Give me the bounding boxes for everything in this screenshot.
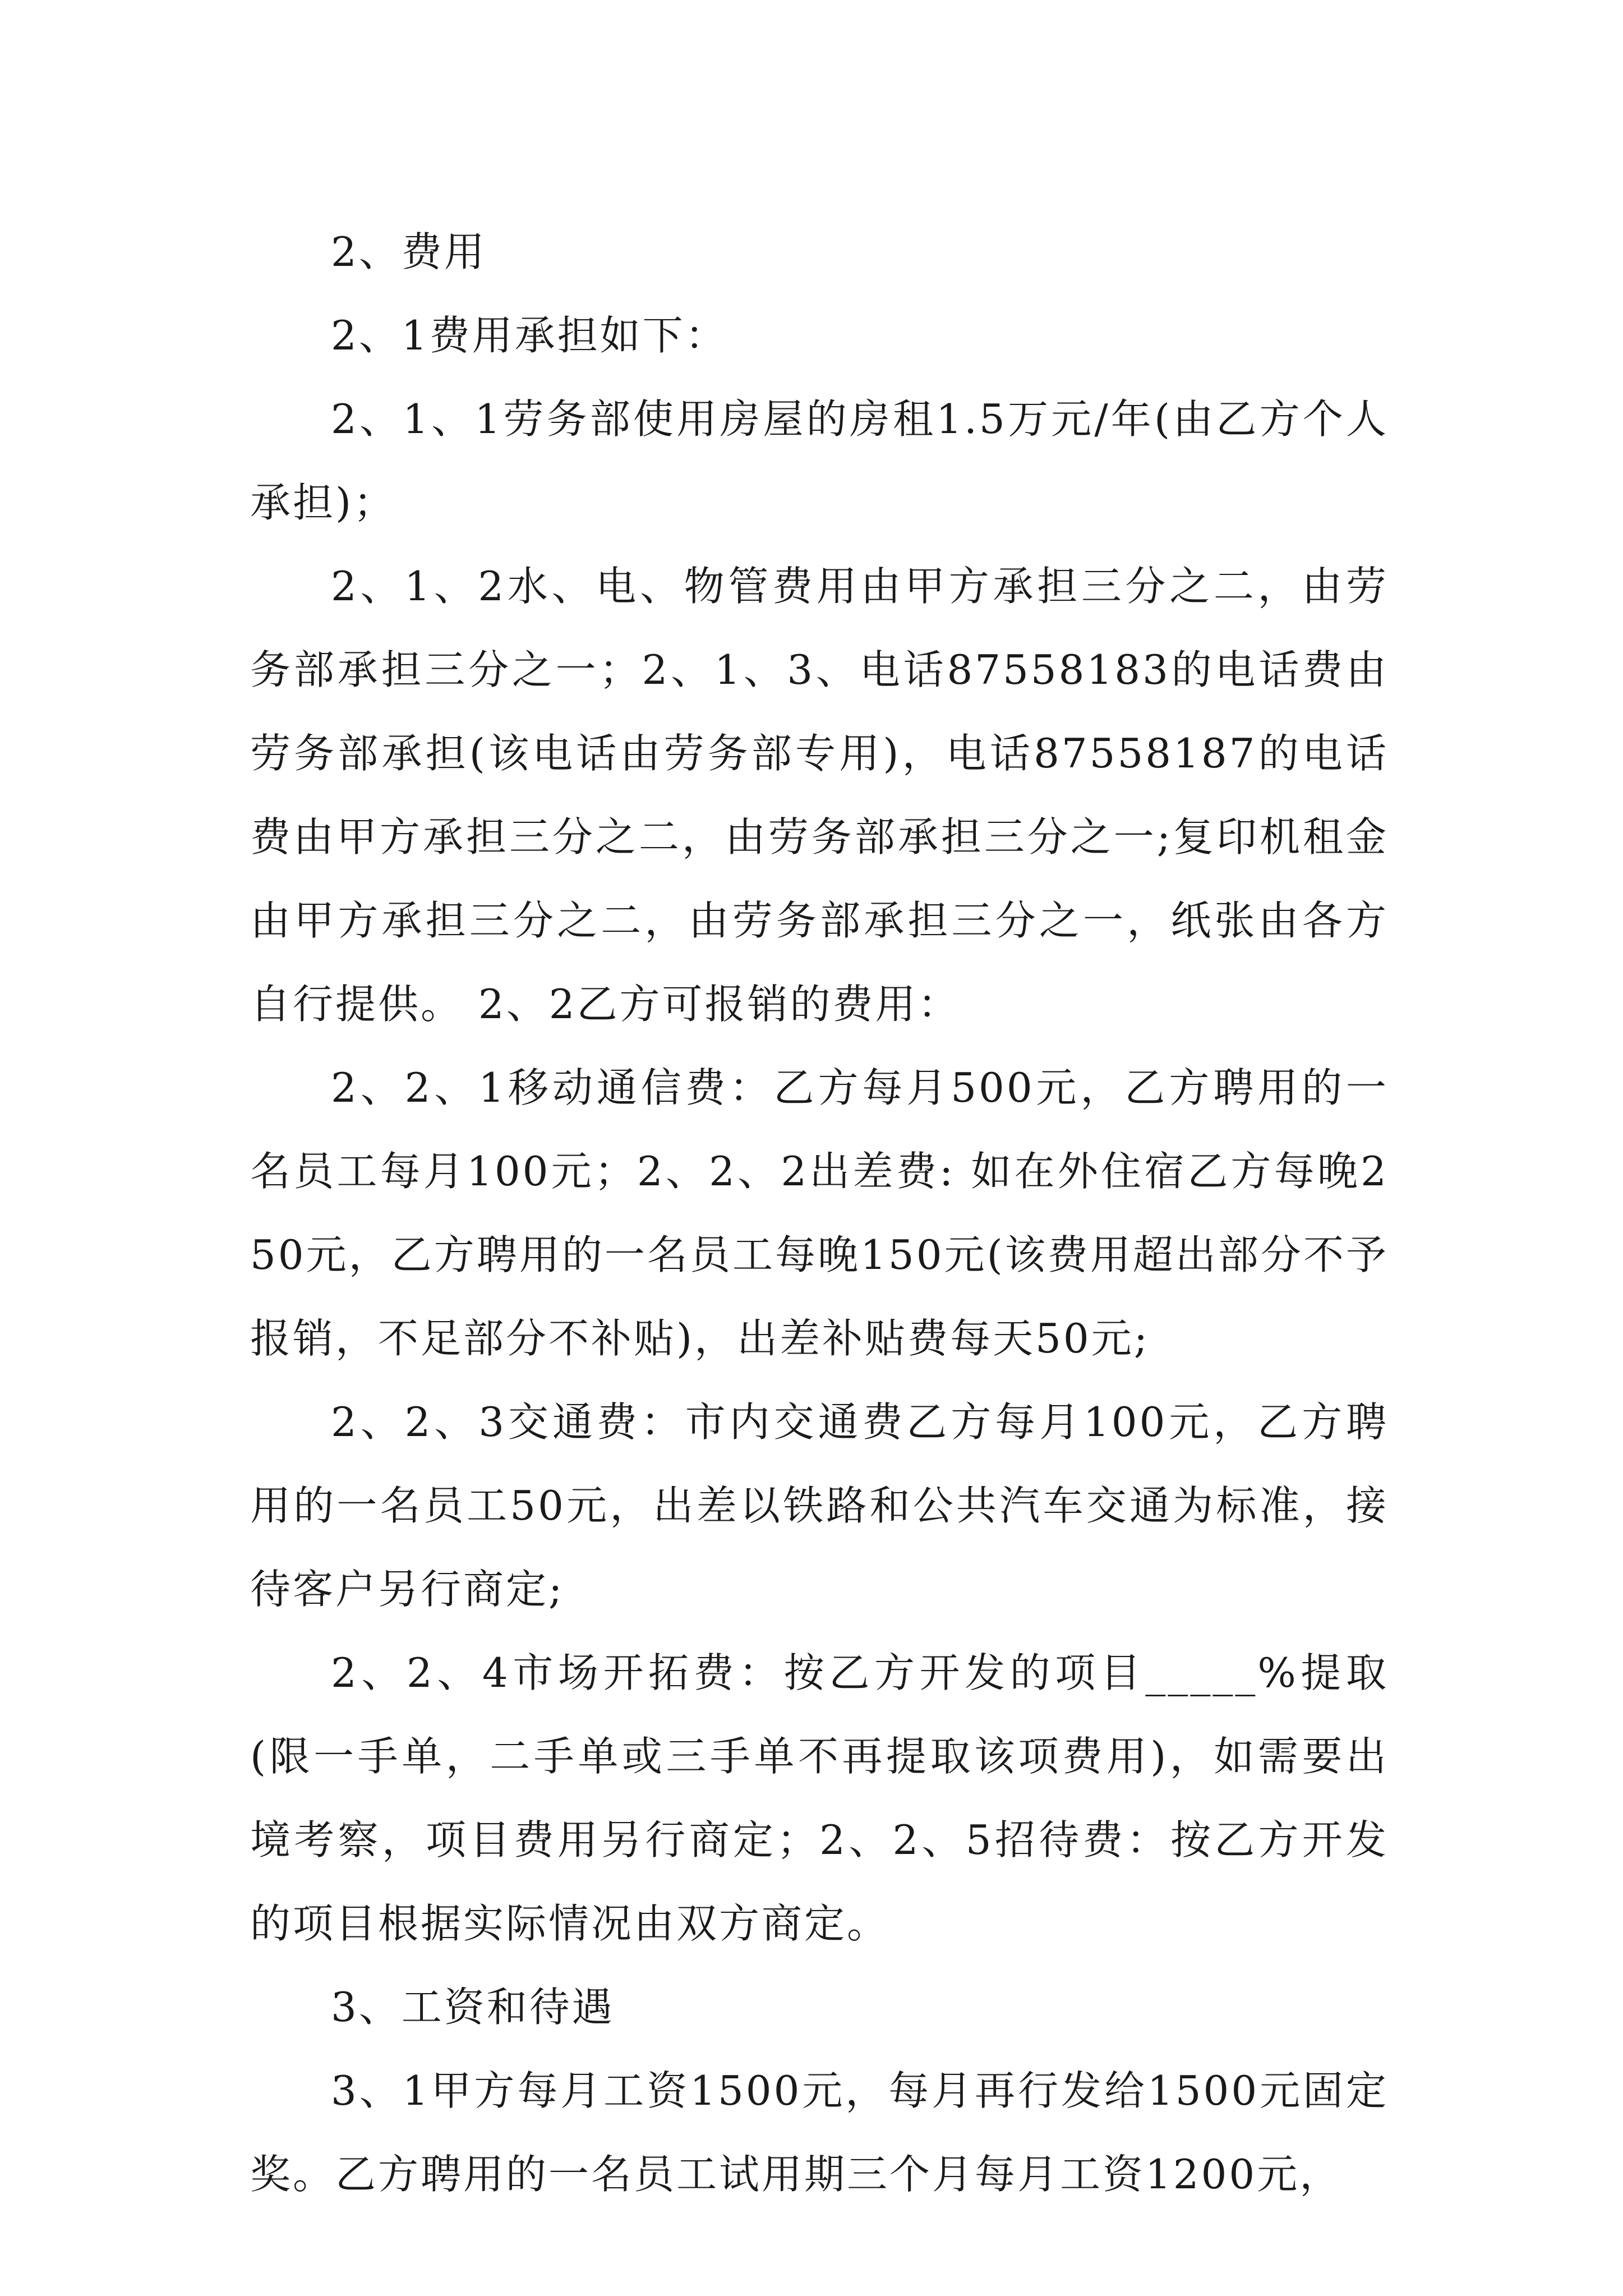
clause-2-2-3-transport: 2、2、3交通费：市内交通费乙方每月100元，乙方聘用的一名员工50元，出差以铁路和公共汽车交通为标准，接待客户另行商定;: [250, 1398, 1389, 1613]
clause-2-2-1-mobile-travel: 2、2、1移动通信费：乙方每月500元，乙方聘用的一名员工每月100元；2、2、2出差费: 如在外住宿乙方每晚250元，乙方聘用的一名员工每晚150元(该费用超出部分不予报销，不足部分不补贴)，出差补贴费每天50元;: [250, 1064, 1389, 1362]
clause-2-1-cost-bearing: 2、1费用承担如下：: [331, 312, 728, 359]
clause-2-1-2-utilities-phone: 2、1、2水、电、物管费用由甲方承担三分之二，由劳务部承担三分之一；2、1、3、电话87558183的电话费由劳务部承担(该电话由劳务部专用)，电话87558187的电话费由甲方承担三分之二，由劳务部承担三分之一;复印机租金由甲方承担三分之二，由劳务部承担三分之一，纸张由各方自行提供。 2、2乙方可报销的费用：: [250, 563, 1389, 1028]
section-heading-salary: 3、工资和待遇: [331, 1984, 615, 2031]
clause-3-1-salary: 3、1甲方每月工资1500元，每月再行发给1500元固定奖。乙方聘用的一名员工试用期三个月每月工资1200元，: [250, 2067, 1389, 2198]
clause-2-1-1-rent: 2、1、1劳务部使用房屋的房租1.5万元/年(由乙方个人承担)；: [250, 395, 1389, 526]
section-heading-fees: 2、费用: [331, 228, 487, 275]
document-body: [250, 210, 1389, 2216]
clause-2-2-4-market-development: 2、2、4市场开拓费：按乙方开发的项目_____%提取(限一手单，二手单或三手单不再提取该项费用)，如需要出境考察，项目费用另行商定；2、2、5招待费：按乙方开发的项目根据实际情况由双方商定。: [250, 1649, 1389, 1947]
